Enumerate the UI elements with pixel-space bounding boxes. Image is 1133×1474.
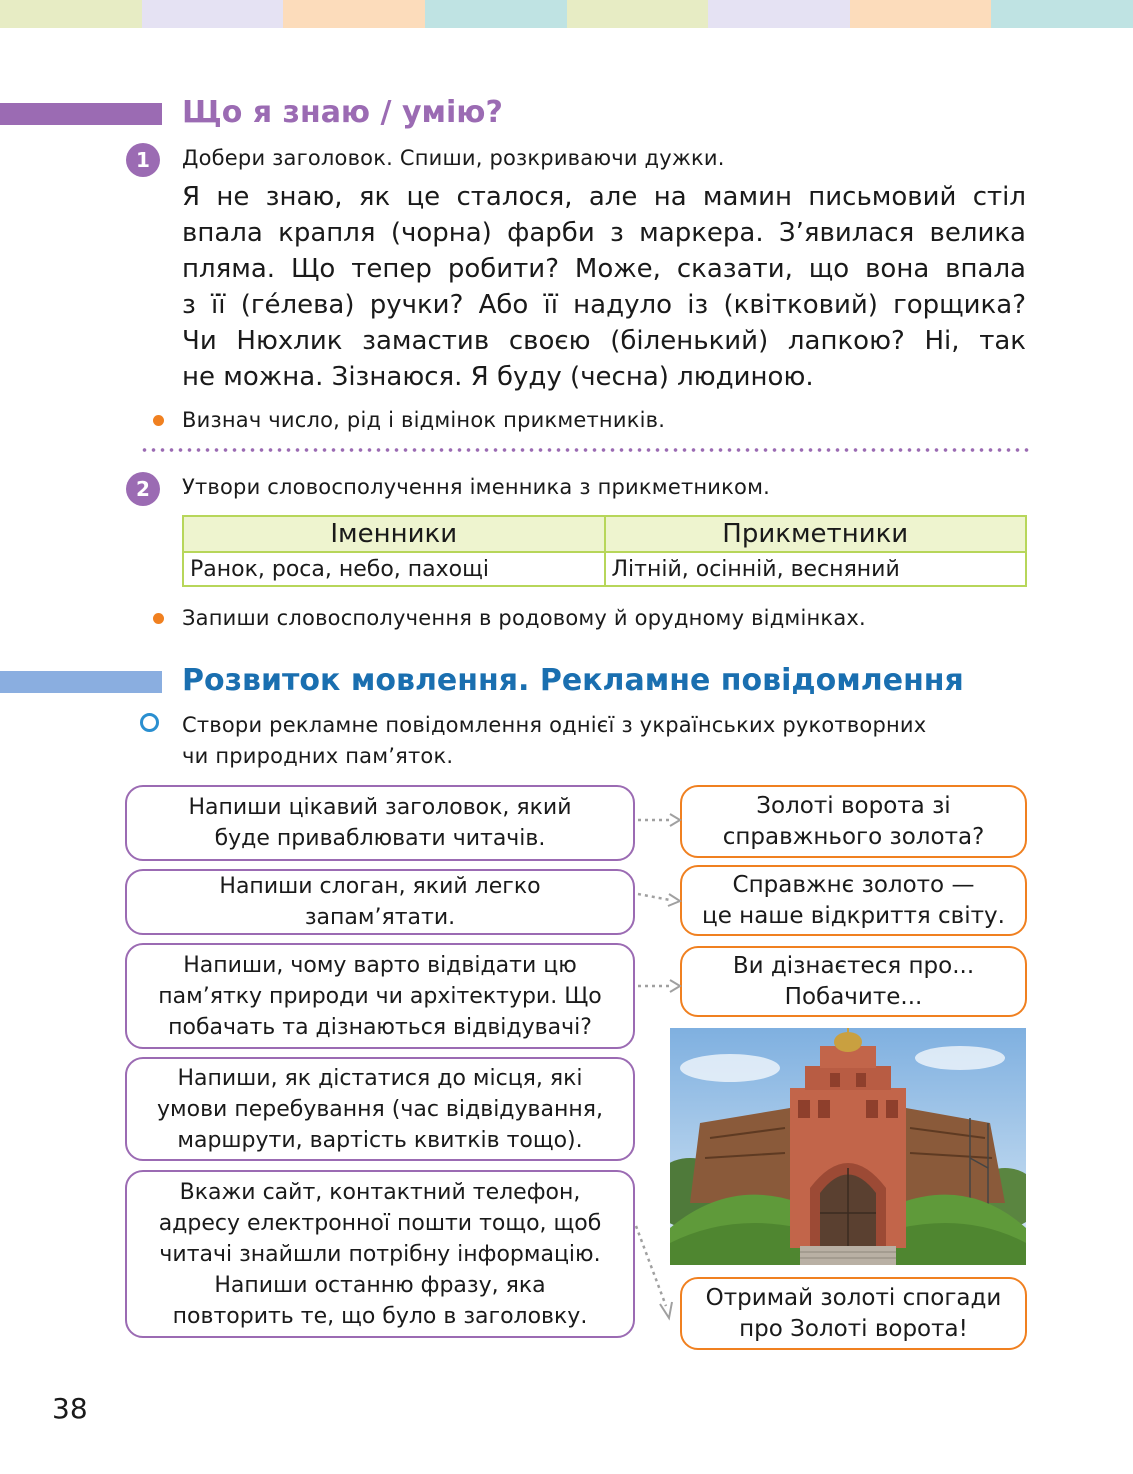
section2-instruction-line: чи природних пам’яток. xyxy=(182,744,454,768)
ring-marker-icon xyxy=(140,713,159,732)
tip-line: пам’ятку природи чи архітектури. Що xyxy=(158,983,602,1009)
tip-line: читачі знайшли потрібну інформацію. xyxy=(159,1241,601,1267)
table-header-nouns: Іменники xyxy=(183,516,605,552)
bullet-dot xyxy=(153,415,164,426)
tip-line: повторить те, що було в заголовку. xyxy=(172,1303,588,1329)
tip-box-why-visit xyxy=(125,943,635,1049)
tip-line: Напиши слоган, який легко xyxy=(219,874,541,899)
dotted-arrow-icon xyxy=(636,810,682,830)
task1-text-line: Я не знаю, як це сталося, але на мамин письмовий стіл xyxy=(182,182,1026,212)
tip-line: Напиши, як дістатися до місця, які xyxy=(177,1065,583,1091)
task2-instruction: Утвори словосполучення іменника з прикметником. xyxy=(182,475,771,499)
task1-text-line: пляма. Що тепер робити? Може, сказати, що вона впала xyxy=(182,254,1026,284)
table-header-adjectives: Прикметники xyxy=(605,516,1027,552)
example-line: Золоті ворота зі xyxy=(756,792,951,819)
top-bar-segment xyxy=(850,0,992,28)
tip-line: адресу електронної пошти тощо, щоб xyxy=(158,1210,602,1236)
words-table xyxy=(182,515,1027,587)
page-number: 38 xyxy=(52,1392,88,1425)
task2-number-badge: 2 xyxy=(126,472,160,506)
dotted-divider xyxy=(140,448,1030,452)
example-line: Отримай золоті спогади xyxy=(705,1284,1002,1311)
example-box-headline xyxy=(680,785,1027,858)
section1-accent-bar xyxy=(0,103,162,125)
task1-text-line: з її (ге́лева) ручки? Або її надуло із (квітковий) горщика? xyxy=(182,290,1026,320)
top-bar-segment xyxy=(991,0,1133,28)
example-line: Ви дізнаєтеся про... xyxy=(732,952,975,979)
example-line: Побачите... xyxy=(784,983,923,1010)
table-cell-adjectives: Літній, осінній, весняний xyxy=(605,552,1027,586)
section2-heading: Розвиток мовлення. Рекламне повідомлення xyxy=(182,663,964,698)
table-header-row xyxy=(183,516,1026,552)
tip-line: Напиши, чому варто відвідати цю xyxy=(183,952,577,978)
task1-text-line: Чи Нюхлик замастив своєю (біленький) лапкою? Ні, так xyxy=(182,326,1026,356)
task1-text-line: не можна. Зізнаюся. Я буду (чесна) людиною. xyxy=(182,362,814,392)
task1-instruction: Добери заголовок. Спиши, розкриваючи дужки. xyxy=(182,146,725,170)
top-bar-segment xyxy=(425,0,567,28)
tip-line: Напиши останню фразу, яка xyxy=(214,1272,546,1298)
top-bar-segment xyxy=(567,0,709,28)
task1-number-badge: 1 xyxy=(126,143,160,177)
dotted-arrow-icon xyxy=(636,976,682,996)
tip-line: Напиши цікавий заголовок, який xyxy=(188,795,572,820)
tip-line: умови перебування (час відвідування, xyxy=(157,1096,603,1122)
table-cell-nouns: Ранок, роса, небо, пахощі xyxy=(183,552,605,586)
top-bar-segment xyxy=(142,0,284,28)
tip-line: запам’ятати. xyxy=(304,905,456,930)
tip-box-directions xyxy=(125,1057,635,1161)
example-line: Справжнє золото — xyxy=(732,871,975,898)
tip-box-slogan xyxy=(125,869,635,935)
example-line: справжнього золота? xyxy=(722,823,985,850)
task2-bullet-text: Запиши словосполучення в родовому й орудному відмінках. xyxy=(182,606,866,630)
tip-line: буде приваблювати читачів. xyxy=(214,826,546,851)
section2-instruction-line: Створи рекламне повідомлення однієї з українських рукотворних xyxy=(182,713,927,737)
example-box-closing xyxy=(680,1277,1027,1350)
bullet-dot xyxy=(153,613,164,624)
dotted-arrow-icon xyxy=(636,888,682,910)
tip-line: Вкажи сайт, контактний телефон, xyxy=(179,1179,581,1205)
golden-gate-photo xyxy=(670,1028,1026,1265)
task1-bullet-text: Визнач число, рід і відмінок прикметників. xyxy=(182,408,666,432)
table-row xyxy=(183,552,1026,586)
example-line: про Золоті ворота! xyxy=(739,1315,968,1342)
example-box-why-visit xyxy=(680,946,1027,1017)
section2-accent-bar xyxy=(0,671,162,693)
top-bar-segment xyxy=(708,0,850,28)
tip-box-contacts xyxy=(125,1170,635,1338)
tip-box-headline xyxy=(125,785,635,861)
tip-line: побачать та дізнаються відвідувачі? xyxy=(168,1014,592,1040)
top-bar-segment xyxy=(283,0,425,28)
example-box-slogan xyxy=(680,865,1027,936)
tip-line: маршрути, вартість квитків тощо). xyxy=(177,1127,583,1153)
task1-text-line: впала крапля (чорна) фарби з маркера. З’явилася велика xyxy=(182,218,1026,248)
top-bar-segment xyxy=(0,0,142,28)
section1-heading: Що я знаю / умію? xyxy=(182,95,503,130)
top-color-bar xyxy=(0,0,1133,28)
example-line: це наше відкриття світу. xyxy=(702,902,1005,929)
